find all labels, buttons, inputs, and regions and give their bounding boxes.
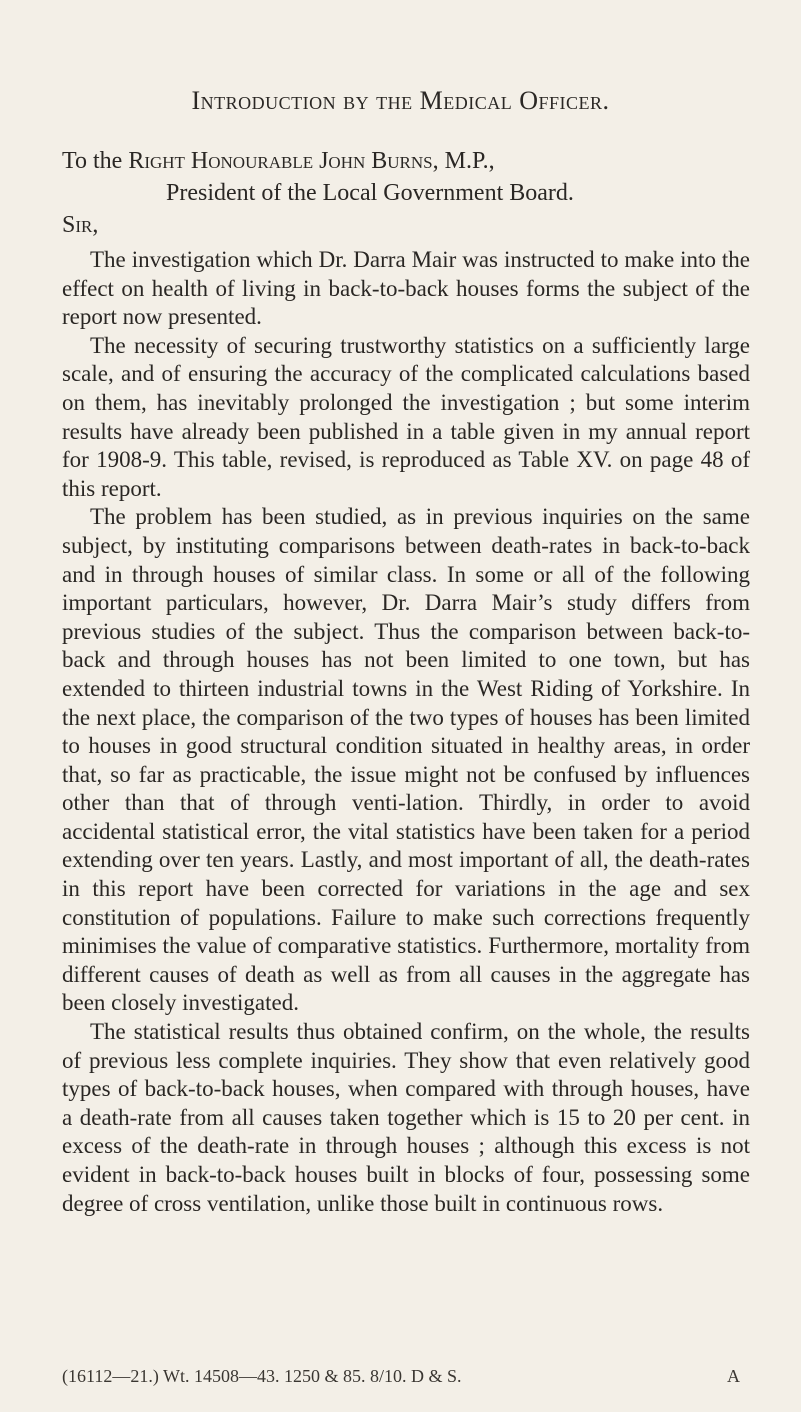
addressee-to: To the <box>62 148 123 174</box>
imprint-text: (16112—21.) Wt. 14508—43. 1250 & 85. 8/10. D & S. <box>62 1366 462 1386</box>
addressee-suffix: , M.P., <box>432 148 495 174</box>
paragraph: The statistical results thus obtained confirm, on the whole, the results of previous less complete inquiries. They show that even relatively good types of back-to-back houses, when compared with through houses, have a death-rate from all causes taken together which is 15 to 20 per cent. in excess of the death-rate in through houses ; although this excess is not evident in back-to-back houses built in blocks of four, possessing some degree of cross ventilation, unlike those built in continuous rows. <box>62 1019 750 1216</box>
paragraph: The problem has been studied, as in previous inquiries on the same subject, by instituting comparisons between death-rates in back-to-back and in through houses of similar class. In some or all of the following important particulars, however, Dr. Darra Mair’s study differs from previous studies of the subject. Thus the comparison between back-to-back and through houses has not been limited to one town, but has extended to thirteen industrial towns in the West Riding of Yorkshire. In the next place, the comparison of the two types of houses has been limited to houses in good structural condition situated in healthy areas, in order that, so far as practicable, the issue might not be confused by influences other than that of through venti-lation. Thirdly, in order to avoid accidental statistical error, the vital statistics have been taken for a period extending over ten years. Lastly, and most important of all, the death-rates in this report have been corrected for variations in the age and sex constitution of populations. Failure to make such corrections frequently minimises the value of comparative statistics. Furthermore, mortality from different causes of death as well as from all causes in the aggregate has been closely investigated. <box>62 504 750 1016</box>
addressee-line <box>62 145 752 177</box>
paragraph: The investigation which Dr. Darra Mair was instructed to make into the effect on health of living in back-to-back houses forms the subject of the report now presented. <box>62 247 750 330</box>
addressee-name: Right Honourable John Burns <box>128 148 433 174</box>
addressee-block <box>62 145 752 241</box>
page-heading: Introduction by the Medical Officer. <box>191 86 610 115</box>
signature-mark: A <box>727 1366 740 1386</box>
paragraph: The necessity of securing trustworthy statistics on a sufficiently large scale, and of ensuring the accuracy of the complicated calculations based on them, has inevitably prolonged the investigation ; but some interim results have already been published in a table given in my annual report for 1908-9. This table, revised, is reproduced as Table XV. on page 48 of this report. <box>62 332 750 501</box>
greeting: Sir, <box>62 212 99 238</box>
printer-imprint <box>62 1366 750 1387</box>
addressee-title: President of the Local Government Board. <box>166 180 574 206</box>
letter-body <box>62 246 750 1218</box>
